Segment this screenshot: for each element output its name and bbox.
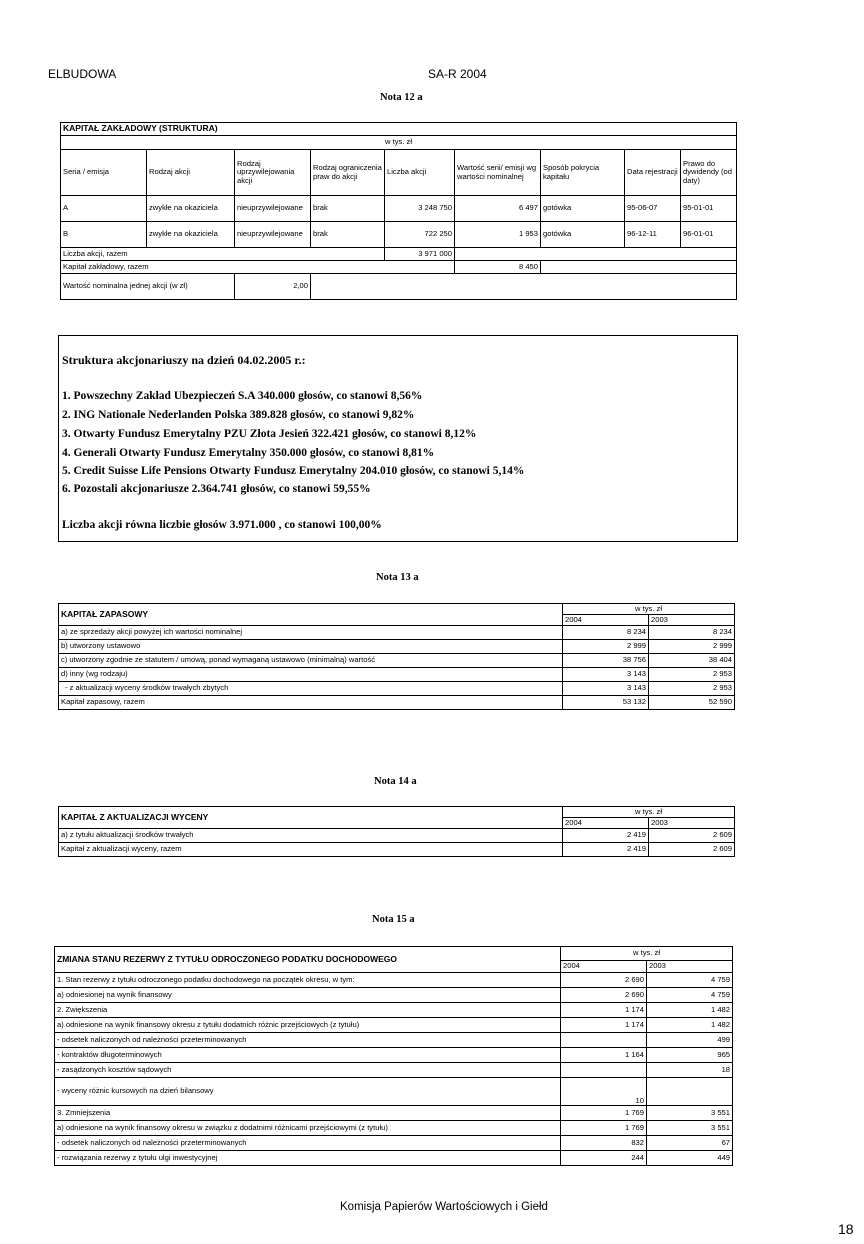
cell: brak (311, 196, 385, 222)
cell (647, 1078, 733, 1106)
cell: 10 (561, 1078, 647, 1106)
table-row (55, 973, 733, 988)
shareholder-item: 1. Powszechny Zakład Ubezpieczeń S.A 340.000 głosów, co stanowi 8,56% (62, 390, 423, 402)
shareholder-item: 4. Generali Otwarty Fundusz Emerytalny 350.000 głosów, co stanowi 8,81% (62, 447, 435, 459)
table-row (61, 261, 737, 274)
nota15-table (54, 946, 733, 1166)
nota14-unit: w tys. zł (563, 807, 735, 818)
cell: gotówka (541, 196, 625, 222)
nota15-table-title: ZMIANA STANU REZERWY Z TYTUŁU ODROCZONEGO PODATKU DOCHODOWEGO (55, 947, 561, 973)
cell: 449 (647, 1151, 733, 1166)
cell: 1 953 (455, 222, 541, 248)
cell: 2 609 (649, 829, 735, 843)
cell: - z aktualizacji wyceny środków trwałych zbytych (59, 682, 563, 696)
cell: a) z tytułu aktualizacji środków trwałych (59, 829, 563, 843)
col-header: Liczba akcji (385, 150, 455, 196)
table-row (59, 640, 735, 654)
nota13-unit: w tys. zł (563, 604, 735, 615)
col-header: Prawo do dywidendy (od daty) (681, 150, 737, 196)
footer-text: Komisja Papierów Wartościowych i Giełd (340, 1201, 548, 1213)
col-header: Sposób pokrycia kapitału (541, 150, 625, 196)
cell: - odsetek naliczonych od należności przeterminowanych (55, 1136, 561, 1151)
nota14-table (58, 806, 735, 857)
year-header: 2003 (647, 961, 733, 973)
cell: 1 769 (561, 1121, 647, 1136)
cell: Kapitał z aktualizacji wyceny, razem (59, 843, 563, 857)
table-row (55, 1121, 733, 1136)
report-id: SA-R 2004 (428, 67, 487, 81)
year-header: 2004 (563, 818, 649, 829)
cell: 1 174 (561, 1018, 647, 1033)
col-header: Rodzaj ograniczenia praw do akcji (311, 150, 385, 196)
table-row (61, 222, 737, 248)
table-row (55, 1003, 733, 1018)
table-row (55, 1078, 733, 1106)
nota12-title: Nota 12 a (380, 92, 423, 103)
col-header: Rodzaj uprzywilejowania akcji (235, 150, 311, 196)
cell: 965 (647, 1048, 733, 1063)
cell: zwykłe na okaziciela (147, 222, 235, 248)
cell: - odsetek naliczonych od należności przeterminowanych (55, 1033, 561, 1048)
table-row (59, 682, 735, 696)
cell: 244 (561, 1151, 647, 1166)
nota15-unit: w tys. zł (561, 947, 733, 961)
cell: 1 482 (647, 1003, 733, 1018)
table-row (59, 829, 735, 843)
cell: 3. Zmniejszenia (55, 1106, 561, 1121)
table-row (55, 1018, 733, 1033)
cell: 2 953 (649, 682, 735, 696)
cell: 8 234 (563, 626, 649, 640)
table-row (55, 988, 733, 1003)
cell: - kontraktów długoterminowych (55, 1048, 561, 1063)
cell: c) utworzony zgodnie ze statutem / umową, ponad wymaganą ustawowo (minimalną) wartość (59, 654, 563, 668)
table-row (61, 248, 737, 261)
capital-value: 8 450 (455, 261, 541, 274)
table-row (55, 1048, 733, 1063)
cell: 2 609 (649, 843, 735, 857)
cell: 4 759 (647, 973, 733, 988)
cell: zwykłe na okaziciela (147, 196, 235, 222)
cell: 53 132 (563, 696, 649, 710)
company-name: ELBUDOWA (48, 67, 117, 81)
cell: 2 953 (649, 668, 735, 682)
shareholders-summary: Liczba akcji równa liczbie głosów 3.971.000 , co stanowi 100,00% (62, 519, 382, 531)
cell: 499 (647, 1033, 733, 1048)
table-row (61, 274, 737, 300)
nota12-unit: w tys. zł (61, 136, 737, 150)
year-header: 2004 (563, 615, 649, 626)
cell: a) ze sprzedaży akcji powyżej ich wartości nominalnej (59, 626, 563, 640)
cell: 2 419 (563, 843, 649, 857)
cell: 1. Stan rezerwy z tytułu odroczonego podatku dochodowego na początek okresu, w tym: (55, 973, 561, 988)
col-header: Rodzaj akcji (147, 150, 235, 196)
cell: 3 551 (647, 1106, 733, 1121)
col-header: Data rejestracji (625, 150, 681, 196)
cell: 1 769 (561, 1106, 647, 1121)
year-header: 2004 (561, 961, 647, 973)
nota12-table (60, 122, 737, 300)
total-shares-value: 3 971 000 (385, 248, 455, 261)
nota15-title: Nota 15 a (372, 914, 415, 925)
nominal-value: 2,00 (235, 274, 311, 300)
nota13-table-title: KAPITAŁ ZAPASOWY (59, 604, 563, 626)
cell (561, 1033, 647, 1048)
cell: 2. Zwiększenia (55, 1003, 561, 1018)
cell: 6 497 (455, 196, 541, 222)
cell: 1 482 (647, 1018, 733, 1033)
cell: nieuprzywilejowane (235, 196, 311, 222)
shareholder-item: 2. ING Nationale Nederlanden Polska 389.828 głosów, co stanowi 9,82% (62, 409, 415, 421)
nota12-table-title: KAPITAŁ ZAKŁADOWY (STRUKTURA) (61, 123, 737, 136)
cell: 3 551 (647, 1121, 733, 1136)
cell: a) odniesionej na wynik finansowy (55, 988, 561, 1003)
table-row (59, 654, 735, 668)
table-row (59, 696, 735, 710)
cell: 96-01-01 (681, 222, 737, 248)
cell: 832 (561, 1136, 647, 1151)
table-row (55, 1063, 733, 1078)
nota14-table-title: KAPITAŁ Z AKTUALIZACJI WYCENY (59, 807, 563, 829)
cell: a) odniesione na wynik finansowy okresu w związku z dodatnimi różnicami przejściowymi (z tytułu) (55, 1121, 561, 1136)
table-row (55, 1106, 733, 1121)
cell: 2 690 (561, 973, 647, 988)
shareholders-title: Struktura akcjonariuszy na dzień 04.02.2005 r.: (62, 353, 306, 367)
cell: brak (311, 222, 385, 248)
table-row (59, 843, 735, 857)
table-row (59, 668, 735, 682)
table-row (55, 1151, 733, 1166)
cell: 18 (647, 1063, 733, 1078)
table-row (59, 626, 735, 640)
year-header: 2003 (649, 615, 735, 626)
cell: 38 404 (649, 654, 735, 668)
cell: 38 756 (563, 654, 649, 668)
cell: 67 (647, 1136, 733, 1151)
cell: nieuprzywilejowane (235, 222, 311, 248)
cell: 3 143 (563, 668, 649, 682)
cell: b) utworzony ustawowo (59, 640, 563, 654)
cell: 8 234 (649, 626, 735, 640)
nominal-label: Wartość nominalna jednej akcji (w zł) (61, 274, 235, 300)
cell: 52 590 (649, 696, 735, 710)
nota13-title: Nota 13 a (376, 572, 419, 583)
shareholder-item: 5. Credit Suisse Life Pensions Otwarty Fundusz Emerytalny 204.010 głosów, co stanowi 5,14% (62, 465, 525, 477)
cell: 95-06-07 (625, 196, 681, 222)
cell: a) odniesione na wynik finansowy okresu z tytułu dodatnich różnic przejściowych (z tytułu) (55, 1018, 561, 1033)
cell (561, 1063, 647, 1078)
cell: - zasądzonych kosztów sądowych (55, 1063, 561, 1078)
cell: 2 999 (649, 640, 735, 654)
cell: 3 248 750 (385, 196, 455, 222)
capital-label: Kapitał zakładowy, razem (61, 261, 455, 274)
cell: A (61, 196, 147, 222)
col-header: Seria / emisja (61, 150, 147, 196)
cell: - wyceny różnic kursowych na dzień bilansowy (55, 1078, 561, 1106)
cell: 95-01-01 (681, 196, 737, 222)
cell: d) inny (wg rodzaju) (59, 668, 563, 682)
cell: 722 250 (385, 222, 455, 248)
cell: 4 759 (647, 988, 733, 1003)
table-row (61, 196, 737, 222)
cell: 2 999 (563, 640, 649, 654)
shareholder-item: 3. Otwarty Fundusz Emerytalny PZU Złota Jesień 322.421 głosów, co stanowi 8,12% (62, 428, 477, 440)
nota14-title: Nota 14 a (374, 776, 417, 787)
cell: - rozwiązania rezerwy z tytułu ulgi inwestycyjnej (55, 1151, 561, 1166)
cell: gotówka (541, 222, 625, 248)
year-header: 2003 (649, 818, 735, 829)
shareholder-item: 6. Pozostali akcjonariusze 2.364.741 głosów, co stanowi 59,55% (62, 483, 371, 495)
cell: B (61, 222, 147, 248)
table-row (55, 1136, 733, 1151)
total-shares-label: Liczba akcji, razem (61, 248, 385, 261)
cell: 2 419 (563, 829, 649, 843)
nota13-table (58, 603, 735, 710)
col-header: Wartość serii/ emisji wg wartości nominalnej (455, 150, 541, 196)
page-number: 18 (838, 1221, 854, 1237)
cell: 1 174 (561, 1003, 647, 1018)
cell: Kapitał zapasowy, razem (59, 696, 563, 710)
cell: 96-12-11 (625, 222, 681, 248)
cell: 1 164 (561, 1048, 647, 1063)
table-row (55, 1033, 733, 1048)
cell: 2 690 (561, 988, 647, 1003)
cell: 3 143 (563, 682, 649, 696)
